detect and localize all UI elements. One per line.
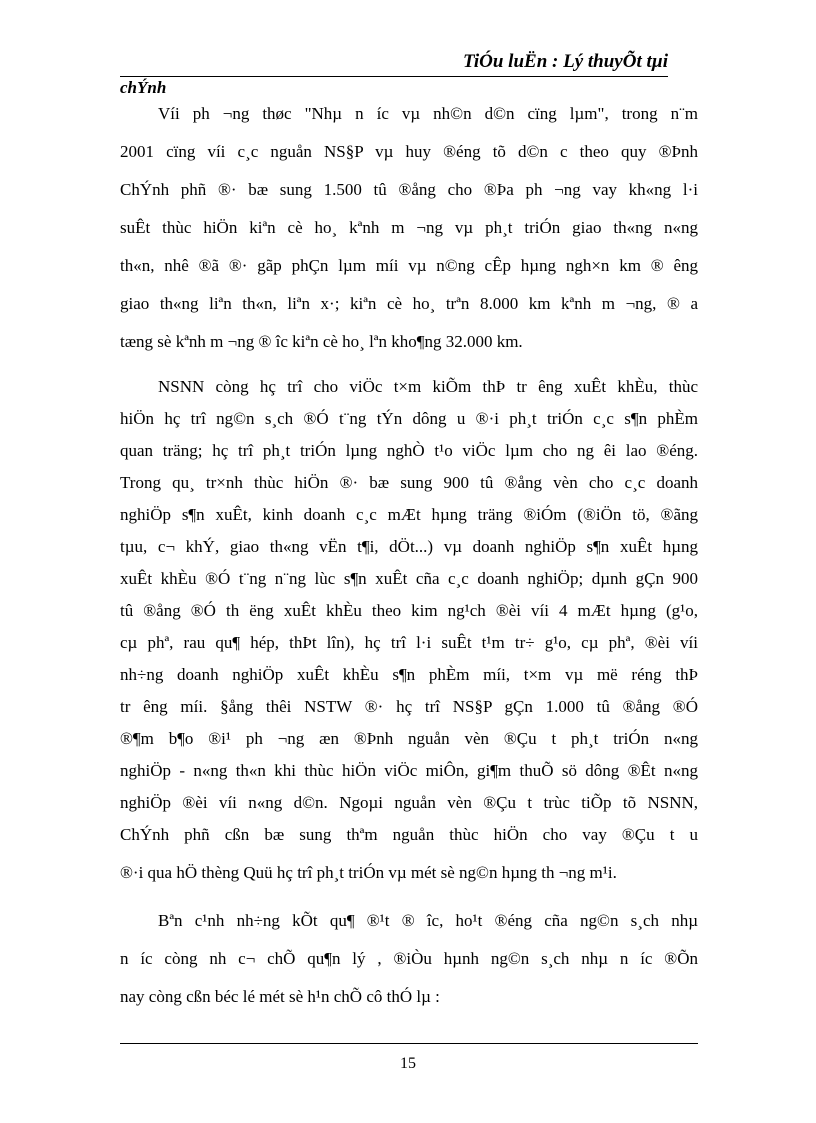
text-line: nghiÖp - n«ng th«n khi thùc hiÖn viÖc miÔn, gi¶m thuÕ sö dông ®Êt n«ng xyxy=(120,761,698,780)
text-line: ChÝnh phñ cßn bæ sung thªm nguån thùc hiÖn cho vay ®Çu t u xyxy=(120,825,698,844)
header-title: TiÓu luËn : Lý thuyÕt tµi xyxy=(462,51,668,72)
text-line: cµ phª, rau qu¶ hép, thÞt lîn), hç trî l·i suÊt t¹m tr÷ g¹o, cµ phª, ®èi víi xyxy=(120,633,698,652)
text-line: tæng sè kªnh m ¬ng ® îc kiªn cè ho¸ lªn kho¶ng 32.000 km. xyxy=(120,332,523,351)
text-line: th«n, nhê ®ã ®· gãp phÇn lµm míi vµ n©ng cÊp hµng ngh×n km ® êng xyxy=(120,256,698,275)
text-line: Trong qu¸ tr×nh thùc hiÖn ®· bæ sung 900 tû ®ång vèn cho c¸c doanh xyxy=(120,473,698,492)
text-line: tû ®ång ®Ó th ëng xuÊt khÈu theo kim ng¹ch ®èi víi 4 mÆt hµng (g¹o, xyxy=(120,601,698,620)
text-line: nay còng cßn béc lé mét sè h¹n chÕ cô thÓ lµ : xyxy=(120,987,440,1006)
text-line: tr êng míi. §ång thêi NSTW ®· hç trî NS§P gÇn 1.000 tû ®ång ®Ó xyxy=(120,697,698,716)
text-line: 2001 cïng víi c¸c nguån NS§P vµ huy ®éng tõ d©n c theo quy ®Þnh xyxy=(120,142,698,161)
text-line: n íc còng nh c¬ chÕ qu¶n lý , ®iÒu hµnh ng©n s¸ch nhµ n íc ®Õn xyxy=(120,949,698,968)
page-header xyxy=(120,50,668,77)
text-line: ChÝnh phñ ®· bæ sung 1.500 tû ®ång cho ®Þa ph ¬ng vay kh«ng l·i xyxy=(120,180,698,199)
text-line: xuÊt khÈu ®Ó t¨ng n¨ng lùc s¶n xuÊt cña c¸c doanh nghiÖp; dµnh gÇn 900 xyxy=(120,569,698,588)
text-line: ®·i qua hÖ thèng Quü hç trî ph¸t triÓn vµ mét sè ng©n hµng th ¬ng m¹i. xyxy=(120,863,617,882)
text-line: hiÖn hç trî ng©n s¸ch ®Ó t¨ng tÝn dông u ®·i ph¸t triÓn c¸c s¶n phÈm xyxy=(120,409,698,428)
text-line: NSNN còng hç trî cho viÖc t×m kiÕm thÞ tr êng xuÊt khÈu, thùc xyxy=(158,377,698,396)
header-continuation: chÝnh xyxy=(120,78,167,97)
page-number: 15 xyxy=(400,1055,416,1072)
text-line: nh÷ng doanh nghiÖp xuÊt khÈu s¶n phÈm míi, t×m vµ më réng thÞ xyxy=(120,665,698,684)
text-line: suÊt thùc hiÖn kiªn cè ho¸ kªnh m ¬ng vµ ph¸t triÓn giao th«ng n«ng xyxy=(120,218,698,237)
text-line: Bªn c¹nh nh÷ng kÕt qu¶ ®¹t ® îc, ho¹t ®éng cña ng©n s¸ch nhµ xyxy=(158,911,698,930)
text-line: nghiÖp ®èi víi n«ng d©n. Ngoµi nguån vèn ®Çu t trùc tiÕp tõ NSNN, xyxy=(120,793,698,812)
footer-rule xyxy=(120,1043,698,1044)
text-line: Víi ph ¬ng thøc "Nhµ n íc vµ nh©n d©n cïng lµm", trong n¨m xyxy=(158,104,698,123)
text-line: ®¶m b¶o ®i¹ ph ¬ng æn ®Þnh nguån vèn ®Çu t ph¸t triÓn n«ng xyxy=(120,729,698,748)
text-line: quan träng; hç trî ph¸t triÓn lµng nghÒ t¹o viÖc lµm cho ng êi lao ®éng. xyxy=(120,441,698,460)
text-line: giao th«ng liªn th«n, liªn x·; kiªn cè ho¸ trªn 8.000 km kªnh m ¬ng, ® a xyxy=(120,294,698,313)
text-line: tµu, c¬ khÝ, giao th«ng vËn t¶i, dÖt...) vµ doanh nghiÖp s¶n xuÊt hµng xyxy=(120,537,698,556)
text-line: nghiÖp s¶n xuÊt, kinh doanh c¸c mÆt hµng träng ®iÓm (®iÖn tö, ®ãng xyxy=(120,505,698,524)
